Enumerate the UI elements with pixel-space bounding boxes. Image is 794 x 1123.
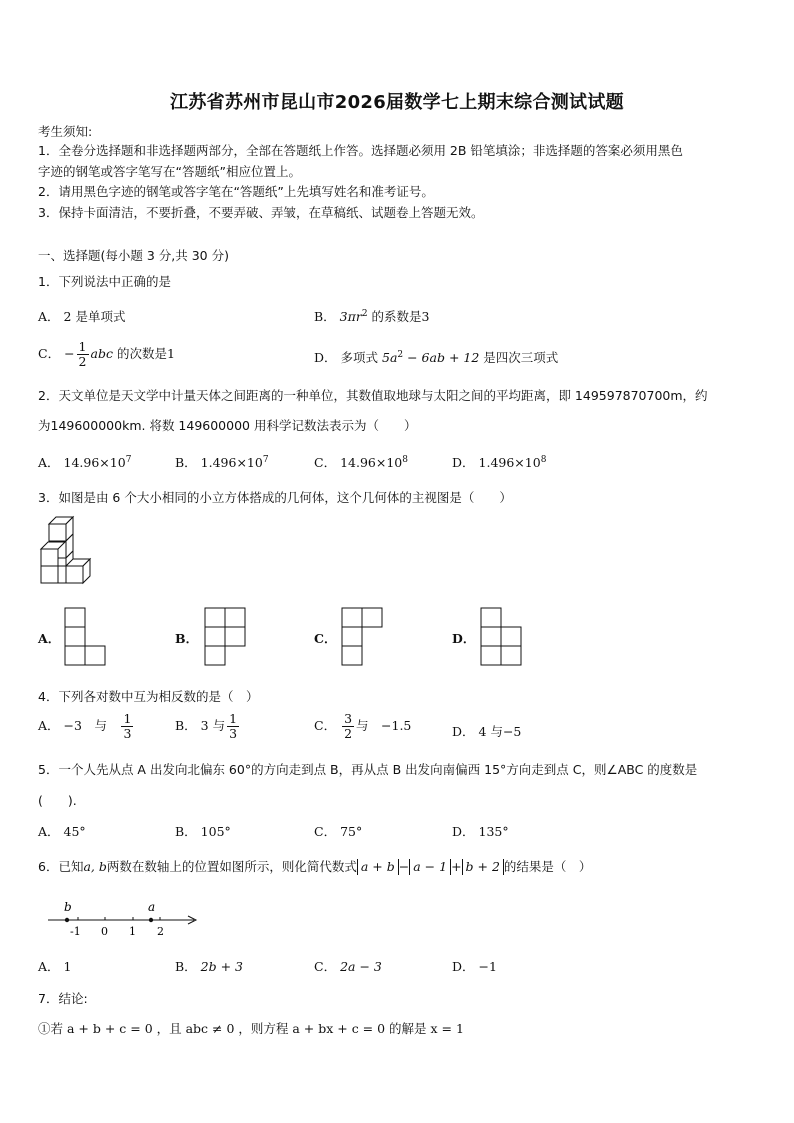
- option-text: 1.496×10: [478, 455, 541, 470]
- q3-option-b-label: B．: [175, 631, 199, 646]
- notice-line-4: 3．保持卡面清洁，不要折叠，不要弄破、弄皱，在草稿纸、试题卷上答题无效。: [38, 205, 484, 220]
- q4-option-d: [452, 722, 521, 740]
- option-text: 的次数是1: [112, 346, 175, 361]
- numerator: 1: [78, 339, 87, 354]
- denominator: 3: [229, 726, 238, 741]
- q3-option-b-figure: [204, 607, 248, 667]
- notice-heading: 考生须知:: [38, 124, 93, 139]
- cube-solid-figure: [40, 517, 95, 592]
- numerator: 1: [123, 711, 132, 726]
- option-text: −3 与: [63, 718, 120, 733]
- option-label: D．: [452, 724, 475, 739]
- option-text: 75°: [340, 824, 363, 839]
- q3-option-c-label: C．: [314, 631, 337, 646]
- option-label: A．: [38, 309, 60, 324]
- q1-option-d: [314, 348, 558, 366]
- option-text: 4 与−5: [478, 724, 522, 739]
- math-expression: − 6ab + 12: [403, 350, 480, 365]
- q2-stem-line-1: 2．天文单位是天文学中计量天体之间距离的一种单位，其数值取地球与太阳之间的平均距离，即 149597870700m，约: [38, 388, 708, 403]
- tick-label: 0: [101, 925, 108, 938]
- q1-option-c: [38, 340, 175, 369]
- q2-option-d: [452, 453, 546, 471]
- option-label: C．: [38, 346, 61, 361]
- option-label: A．: [38, 718, 60, 733]
- q3-option-a-label: A．: [38, 631, 61, 646]
- option-text: 2b + 3: [200, 959, 243, 974]
- exponent: 7: [125, 454, 132, 465]
- fraction: [342, 712, 354, 741]
- option-text: 的系数是3: [367, 309, 430, 324]
- absolute-value: a − 1: [409, 859, 451, 875]
- math-expression: 3πr: [339, 309, 362, 324]
- option-label: B．: [175, 959, 197, 974]
- option-label: D．: [452, 455, 475, 470]
- q3-option-a-figure: [64, 607, 108, 667]
- option-label: C．: [314, 718, 337, 733]
- option-text: 2a − 3: [340, 959, 382, 974]
- absolute-value: b + 2: [462, 859, 504, 875]
- q6-option-c: [314, 957, 382, 975]
- notice-line-1: 1．全卷分选择题和非选择题两部分，全部在答题纸上作答。选择题必须用 2B 铅笔填涂；非选择题的答案必须用黑色: [38, 143, 683, 158]
- option-text: 1.496×10: [200, 455, 263, 470]
- q5-option-c: [314, 822, 362, 840]
- stem-text: 两数在数轴上的位置如图所示，则化简代数式: [106, 859, 357, 874]
- q3-option-d-label: D．: [452, 631, 476, 646]
- option-label: B．: [314, 309, 336, 324]
- q5-option-b: [175, 822, 231, 840]
- q6-option-a: [38, 957, 71, 975]
- q6-stem: [38, 857, 591, 875]
- math-expression: 5a: [382, 350, 398, 365]
- q5-stem-line-2: ( ).: [38, 793, 77, 808]
- option-text: 14.96×10: [340, 455, 403, 470]
- q3-option-c-figure: [341, 607, 385, 667]
- option-text: −1: [478, 959, 497, 974]
- notice-line-2: 字迹的钢笔或答字笔写在“答题纸”相应位置上。: [38, 164, 301, 179]
- point-label-a: a: [148, 900, 156, 914]
- q2-option-b: [175, 453, 269, 471]
- q2-option-c: [314, 453, 408, 471]
- option-text: 多项式: [340, 350, 382, 365]
- notice-line-3: 2．请用黑色字迹的钢笔或答字笔在“答题纸”上先填写姓名和准考证号。: [38, 184, 434, 199]
- q7-stem: 7．结论:: [38, 991, 88, 1006]
- q5-option-d: [452, 822, 509, 840]
- q4-option-b: [175, 712, 241, 741]
- option-label: A．: [38, 959, 60, 974]
- q4-option-a: [38, 712, 135, 741]
- option-label: A．: [38, 824, 60, 839]
- q2-option-a: [38, 453, 131, 471]
- absolute-value: a + b: [357, 859, 399, 875]
- q6-option-b: [175, 957, 243, 975]
- page-title: 江苏省苏州市昆山市2026届数学七上期末综合测试试题: [170, 92, 624, 113]
- denominator: 2: [78, 354, 87, 369]
- option-label: C．: [314, 824, 337, 839]
- option-text: 2 是单项式: [63, 309, 126, 324]
- exponent: 8: [402, 454, 408, 465]
- denominator: 2: [344, 726, 353, 741]
- option-text: 45°: [63, 824, 86, 839]
- math-variable: abc: [90, 346, 113, 361]
- option-label: D．: [452, 959, 475, 974]
- q3-stem: 3．如图是由 6 个大小相同的小立方体搭成的几何体，这个几何体的主视图是（ ）: [38, 490, 512, 505]
- tick-label: -1: [70, 925, 81, 938]
- stem-text: 6．已知: [38, 859, 84, 874]
- q7-statement-1: ①若 a + b + c = 0 ，且 abc ≠ 0 ，则方程 a + bx + c = 0 的解是 x = 1: [38, 1021, 464, 1036]
- option-label: B．: [175, 718, 197, 733]
- option-label: A．: [38, 455, 60, 470]
- option-text: 14.96×10: [63, 455, 126, 470]
- option-label: B．: [175, 824, 197, 839]
- operator: +: [451, 859, 462, 874]
- option-text: 135°: [478, 824, 509, 839]
- number-line: [48, 898, 208, 938]
- fraction: [227, 712, 239, 741]
- q4-option-c: [314, 712, 411, 741]
- q1-stem: 1．下列说法中正确的是: [38, 274, 171, 289]
- exponent: 2: [361, 308, 368, 319]
- numerator: 1: [229, 711, 238, 726]
- math-variable: a, b: [83, 859, 107, 874]
- section-heading: 一、选择题(每小题 3 分,共 30 分): [38, 248, 229, 263]
- denominator: 3: [123, 726, 132, 741]
- q5-option-a: [38, 822, 86, 840]
- option-label: B．: [175, 455, 197, 470]
- tick-label: 1: [129, 925, 136, 938]
- operator: −: [398, 859, 410, 874]
- option-text: 与 −1.5: [356, 718, 412, 733]
- exponent: 8: [540, 454, 547, 465]
- option-text: 105°: [200, 824, 231, 839]
- q1-option-b: [314, 307, 430, 325]
- point-label-b: b: [64, 900, 72, 914]
- exponent: 7: [262, 454, 269, 465]
- option-text: 3 与: [200, 718, 226, 733]
- q4-stem: 4．下列各对数中互为相反数的是（ ）: [38, 689, 259, 704]
- fraction: [121, 712, 133, 741]
- q5-stem-line-1: 5．一个人先从点 A 出发向北偏东 60°的方向走到点 B，再从点 B 出发向南偏西 15°方向走到点 C，则∠ABC 的度数是: [38, 762, 698, 777]
- fraction: [77, 340, 89, 369]
- option-label: C．: [314, 455, 337, 470]
- q2-stem-line-2: 为149600000km. 将数 149600000 用科学记数法表示为（ ）: [38, 418, 417, 433]
- q3-option-d-figure: [480, 607, 524, 667]
- option-label: C．: [314, 959, 337, 974]
- option-label: D．: [452, 824, 475, 839]
- option-label: D．: [314, 350, 337, 365]
- stem-text: 的结果是（ ）: [503, 859, 592, 874]
- q1-option-a: [38, 307, 125, 325]
- numerator: 3: [344, 711, 353, 726]
- option-text: 1: [63, 959, 72, 974]
- q6-option-d: [452, 957, 497, 975]
- exponent: 2: [397, 349, 404, 360]
- tick-label: 2: [157, 925, 164, 938]
- minus-sign: −: [64, 346, 75, 361]
- option-text: 是四次三项式: [479, 350, 559, 365]
